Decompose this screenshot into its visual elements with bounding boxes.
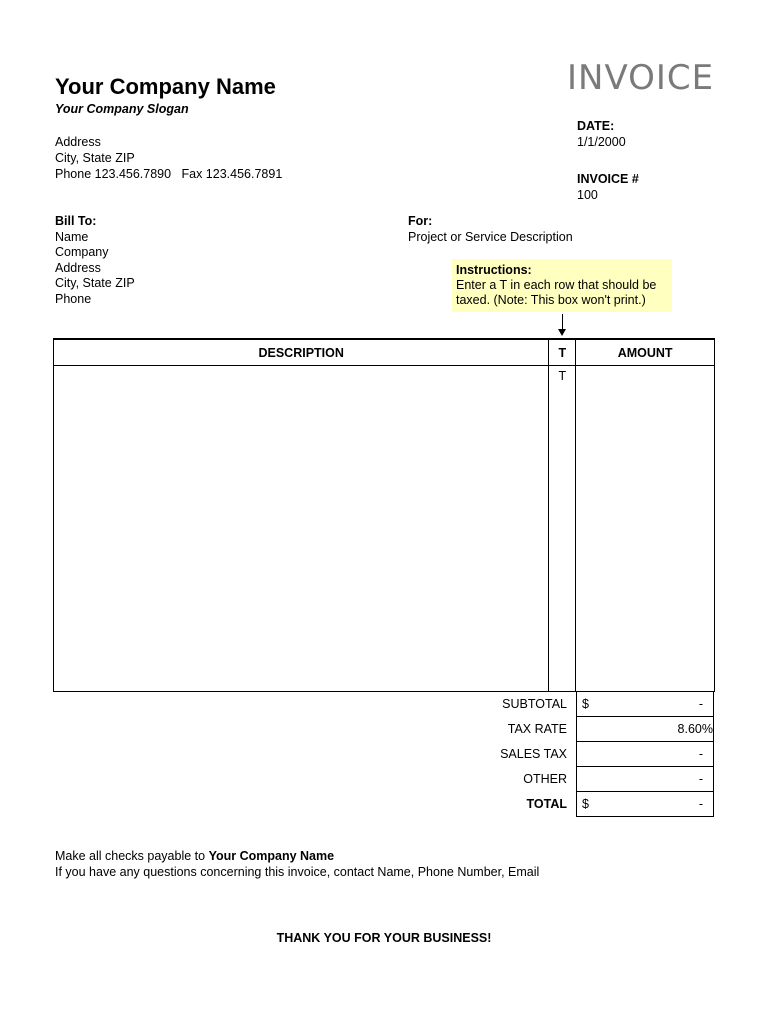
taxable-flag: T [558, 369, 567, 383]
other-row [400, 767, 715, 792]
instructions-line-2: taxed. (Note: This box won't print.) [456, 293, 646, 307]
bill-to-address: Address [55, 260, 101, 275]
payable-prefix: Make all checks payable to [55, 849, 209, 863]
arrow-down-icon [558, 329, 566, 336]
sales-tax-row [400, 742, 715, 767]
company-city: City, State ZIP [55, 151, 135, 165]
subtotal-row [400, 692, 715, 717]
for-block [408, 214, 573, 245]
questions-line: If you have any questions concerning this invoice, contact Name, Phone Number, Email [55, 864, 540, 879]
amount-header: AMOUNT [576, 339, 715, 366]
taxable-cell[interactable] [549, 366, 576, 692]
bill-to-company: Company [55, 245, 109, 259]
description-header: DESCRIPTION [54, 339, 549, 366]
payment-info [55, 849, 539, 880]
company-slogan: Your Company Slogan [55, 102, 189, 116]
bill-to-label: Bill To: [55, 214, 97, 228]
for-description: Project or Service Description [408, 229, 573, 244]
subtotal-currency: $ [582, 697, 589, 711]
invoice-meta [577, 119, 639, 203]
tax-rate-box[interactable] [576, 717, 714, 742]
sales-tax-value: - [698, 747, 703, 761]
payable-line [55, 849, 539, 865]
tax-rate-row [400, 717, 715, 742]
taxable-header: T [549, 339, 576, 366]
subtotal-label: SUBTOTAL [502, 697, 567, 711]
tax-rate-value: 8.60% [677, 722, 713, 736]
total-currency: $ [582, 797, 589, 811]
total-value: - [698, 797, 703, 811]
other-value: - [698, 772, 703, 786]
thank-you-message: THANK YOU FOR YOUR BUSINESS! [276, 931, 492, 945]
invoice-date: 1/1/2000 [577, 134, 626, 149]
company-name: Your Company Name [55, 74, 276, 99]
amount-cell[interactable] [576, 366, 715, 692]
total-label: TOTAL [526, 797, 567, 811]
bill-to-phone: Phone [55, 291, 92, 306]
sales-tax-label: SALES TAX [500, 747, 567, 761]
description-cell[interactable] [54, 366, 549, 692]
subtotal-value: - [698, 697, 703, 711]
bill-to-block [55, 214, 135, 307]
subtotal-box [576, 692, 714, 717]
other-box[interactable] [576, 767, 714, 792]
tax-rate-label: TAX RATE [507, 722, 567, 736]
sales-tax-box [576, 742, 714, 767]
date-label: DATE: [577, 119, 615, 133]
table-header-row [54, 339, 715, 366]
instructions-note [452, 259, 672, 312]
invoice-number: 100 [577, 187, 598, 202]
bill-to-name: Name [55, 229, 89, 244]
invoice-number-label: INVOICE # [577, 172, 639, 186]
line-items-table [53, 338, 715, 692]
for-label: For: [408, 214, 433, 228]
company-phone-fax: Phone 123.456.7890 Fax 123.456.7891 [55, 167, 283, 181]
payable-name: Your Company Name [208, 849, 335, 863]
company-address: Address [55, 135, 101, 149]
company-address-block [55, 134, 282, 182]
total-row [400, 792, 715, 817]
table-row [54, 366, 715, 692]
invoice-title: INVOICE [567, 58, 715, 98]
other-label: OTHER [523, 772, 567, 786]
bill-to-city: City, State ZIP [55, 276, 135, 290]
instructions-line-1: Enter a T in each row that should be [456, 278, 657, 292]
instructions-title: Instructions: [456, 263, 532, 277]
total-box [576, 792, 714, 817]
